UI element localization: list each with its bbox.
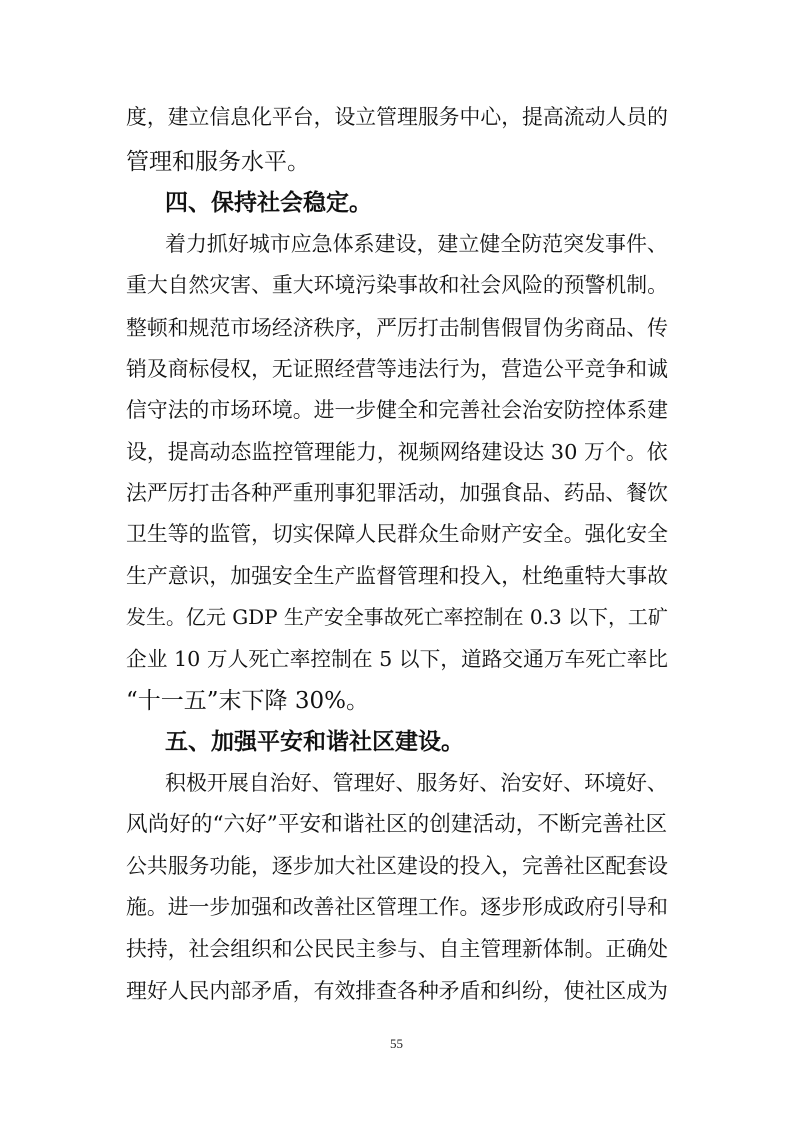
body-text-line: 法严厉打击各种严重刑事犯罪活动，加强食品、药品、餐饮 (126, 481, 668, 505)
page-number: 55 (390, 1036, 403, 1051)
body-text-line: 理好人民内部矛盾，有效排查各种矛盾和纠纷，使社区成为 (126, 979, 668, 1003)
body-text-line: 信守法的市场环境。进一步健全和完善社会治安防控体系建 (126, 398, 668, 422)
body-text-line: 积极开展自治好、管理好、服务好、治安好、环境好、 (165, 771, 668, 795)
body-text-line: 风尚好的“六好”平安和谐社区的创建活动，不断完善社区 (126, 812, 668, 837)
section-heading-5: 五、加强平安和谐社区建设。 (165, 728, 464, 755)
body-text-line: 重大自然灾害、重大环境污染事故和社会风险的预警机制。 (126, 273, 668, 297)
body-text-line: “十一五”末下降 30%。 (126, 688, 369, 714)
body-text-line: 销及商标侵权，无证照经营等违法行为，营造公平竞争和诚 (126, 357, 668, 381)
body-text-line: 管理和服务水平。 (126, 149, 310, 175)
body-text-line: 扶持，社会组织和公民民主参与、自主管理新体制。正确处 (126, 937, 668, 961)
body-text-line: 生产意识，加强安全生产监督管理和投入，杜绝重特大事故 (126, 564, 668, 588)
body-text-line: 设，提高动态监控管理能力，视频网络建设达 30 万个。依 (126, 440, 668, 464)
body-text-line: 度，建立信息化平台，设立管理服务中心，提高流动人员的 (126, 105, 668, 129)
body-text-line: 企业 10 万人死亡率控制在 5 以下，道路交通万车死亡率比 (126, 647, 669, 671)
body-text-line: 着力抓好城市应急体系建设，建立健全防范突发事件、 (165, 232, 668, 256)
section-heading-4: 四、保持社会稳定。 (165, 189, 372, 216)
body-text-line: 施。进一步加强和改善社区管理工作。逐步形成政府引导和 (126, 895, 668, 919)
body-text-line: 卫生等的监管，切实保障人民群众生命财产安全。强化安全 (126, 522, 668, 546)
body-text-line: 整顿和规范市场经济秩序，严厉打击制售假冒伪劣商品、传 (126, 316, 668, 340)
body-text-line: 公共服务功能，逐步加大社区建设的投入，完善社区配套设 (126, 854, 668, 878)
body-text-line: 发生。亿元 GDP 生产安全事故死亡率控制在 0.3 以下，工矿 (126, 605, 668, 629)
